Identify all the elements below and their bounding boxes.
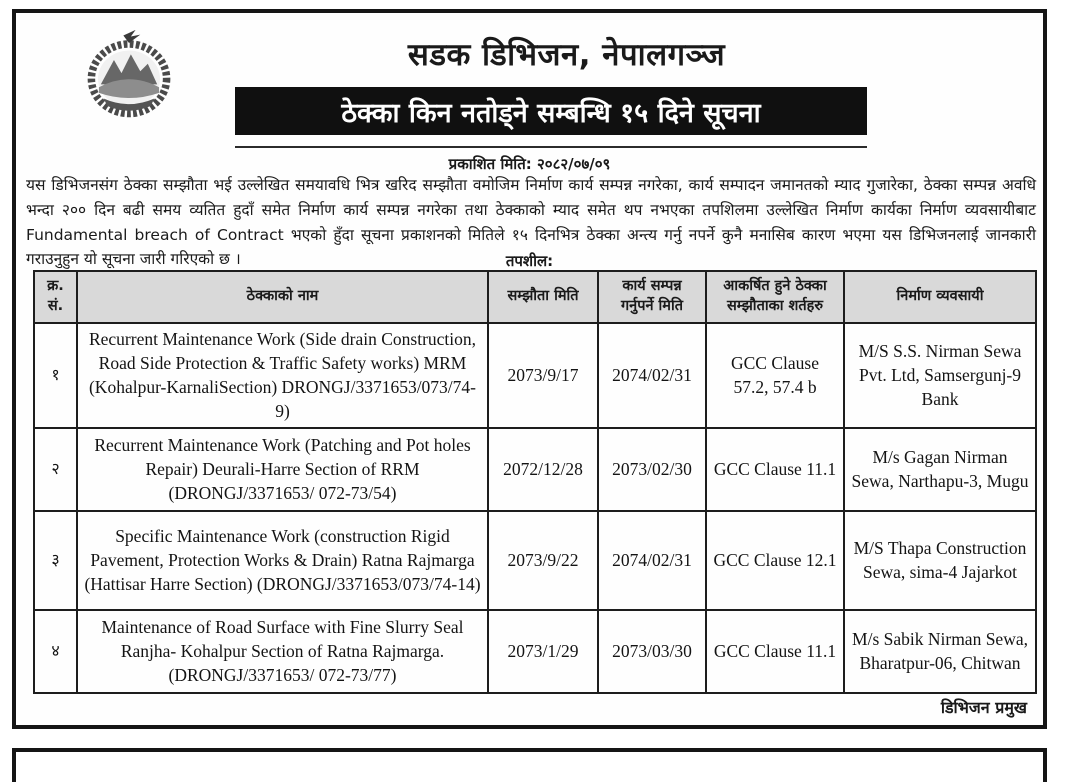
cell-completion-date: 2073/02/30 <box>598 428 706 511</box>
col-header-clause: आकर्षित हुने ठेक्का सम्झौताका शर्तहरु <box>706 271 844 323</box>
cell-contractor: M/S Thapa Construction Sewa, sima-4 Jajarkot <box>844 511 1036 610</box>
col-header-sn: क्र. सं. <box>34 271 77 323</box>
contracts-table <box>33 270 1037 694</box>
cell-contract-name: Recurrent Maintenance Work (Side drain Construction, Road Side Protection & Traffic Safety works) MRM (Kohalpur-KarnaliSection) DRONGJ/3371653/073/74-9) <box>77 323 488 428</box>
cell-contract-name: Specific Maintenance Work (construction Rigid Pavement, Protection Works & Drain) Ratna Rajmarga (Hattisar Harre Section) (DRONGJ/3371653/073/74-14) <box>77 511 488 610</box>
notice-title-banner <box>235 87 867 135</box>
cell-contract-name: Maintenance of Road Surface with Fine Slurry Seal Ranjha- Kohalpur Section of Ratna Rajmarga. (DRONGJ/3371653/ 072-73/77) <box>77 610 488 693</box>
cell-clause: GCC Clause 12.1 <box>706 511 844 610</box>
contracts-table-header <box>34 271 1036 323</box>
signature-title: डिभिजन प्रमुख <box>940 698 1027 717</box>
cell-sn: ४ <box>34 610 77 693</box>
cell-agreement-date: 2073/9/17 <box>488 323 598 428</box>
cell-clause: GCC Clause 57.2, 57.4 b <box>706 323 844 428</box>
header-row <box>34 271 1036 323</box>
col-header-contract-name: ठेक्काको नाम <box>77 271 488 323</box>
cell-clause: GCC Clause 11.1 <box>706 610 844 693</box>
cell-completion-date: 2074/02/31 <box>598 511 706 610</box>
cell-contractor: M/S S.S. Nirman Sewa Pvt. Ltd, Samsergunj-9 Bank <box>844 323 1036 428</box>
details-heading: तपशील: <box>505 252 554 270</box>
next-notice-box-partial <box>12 748 1047 782</box>
cell-sn: २ <box>34 428 77 511</box>
col-header-completion-date: कार्य सम्पन्न गर्नुपर्ने मिति <box>598 271 706 323</box>
contracts-table-body <box>34 323 1036 693</box>
cell-sn: १ <box>34 323 77 428</box>
cell-agreement-date: 2073/1/29 <box>488 610 598 693</box>
banner-underline-divider <box>235 146 867 148</box>
cell-sn: ३ <box>34 511 77 610</box>
cell-completion-date: 2073/03/30 <box>598 610 706 693</box>
cell-contractor: M/s Gagan Nirman Sewa, Narthapu-3, Mugu <box>844 428 1036 511</box>
table-row <box>34 610 1036 693</box>
notice-body-paragraph: यस डिभिजनसंग ठेक्का सम्झौता भई उल्लेखित समयावधि भित्र खरिद सम्झौता वमोजिम निर्माण कार्य सम्पन्न नगरेका, कार्य सम्पादन जमानतको म्याद गुजारेका, ठेक्का सम्पन्न अवधि भन्दा २०० दिन बढी समय व्यतित हुदाँ समेत निर्माण कार्य सम्पन्न नगरेका तथा ठेक्काको म्याद समेत थप नभएका तपशिलमा उल्लेखित निर्माण कार्यका निर्माण व्यवसायीबाट Fundamental breach of Contract भएको हुँदा सूचना प्रकाशनको मितिले १५ दिनभित्र ठेक्का अन्त्य गर्नु नपर्ने कुनै मनासिब कारण भएमा यस डिभिजनलाई जानकारी गराउनुहुन यो सूचना जारी गरिएको छ । <box>26 176 1036 269</box>
table-row <box>34 511 1036 610</box>
notice-sheet <box>12 9 1047 729</box>
published-date: प्रकाशित मिति: २०८२/०७/०९ <box>448 155 611 173</box>
cell-contractor: M/s Sabik Nirman Sewa, Bharatpur-06, Chitwan <box>844 610 1036 693</box>
table-row <box>34 323 1036 428</box>
col-header-agreement-date: सम्झौता मिति <box>488 271 598 323</box>
cell-completion-date: 2074/02/31 <box>598 323 706 428</box>
office-title: सडक डिभिजन, नेपालगञ्ज <box>407 37 726 73</box>
cell-contract-name: Recurrent Maintenance Work (Patching and Pot holes Repair) Deurali-Harre Section of RRM (DRONGJ/3371653/ 072-73/54) <box>77 428 488 511</box>
cell-agreement-date: 2072/12/28 <box>488 428 598 511</box>
table-row <box>34 428 1036 511</box>
cell-agreement-date: 2073/9/22 <box>488 511 598 610</box>
col-header-contractor: निर्माण व्यवसायी <box>844 271 1036 323</box>
cell-clause: GCC Clause 11.1 <box>706 428 844 511</box>
notice-title: ठेक्का किन नतोड्ने सम्बन्धि १५ दिने सूचना <box>341 97 761 129</box>
